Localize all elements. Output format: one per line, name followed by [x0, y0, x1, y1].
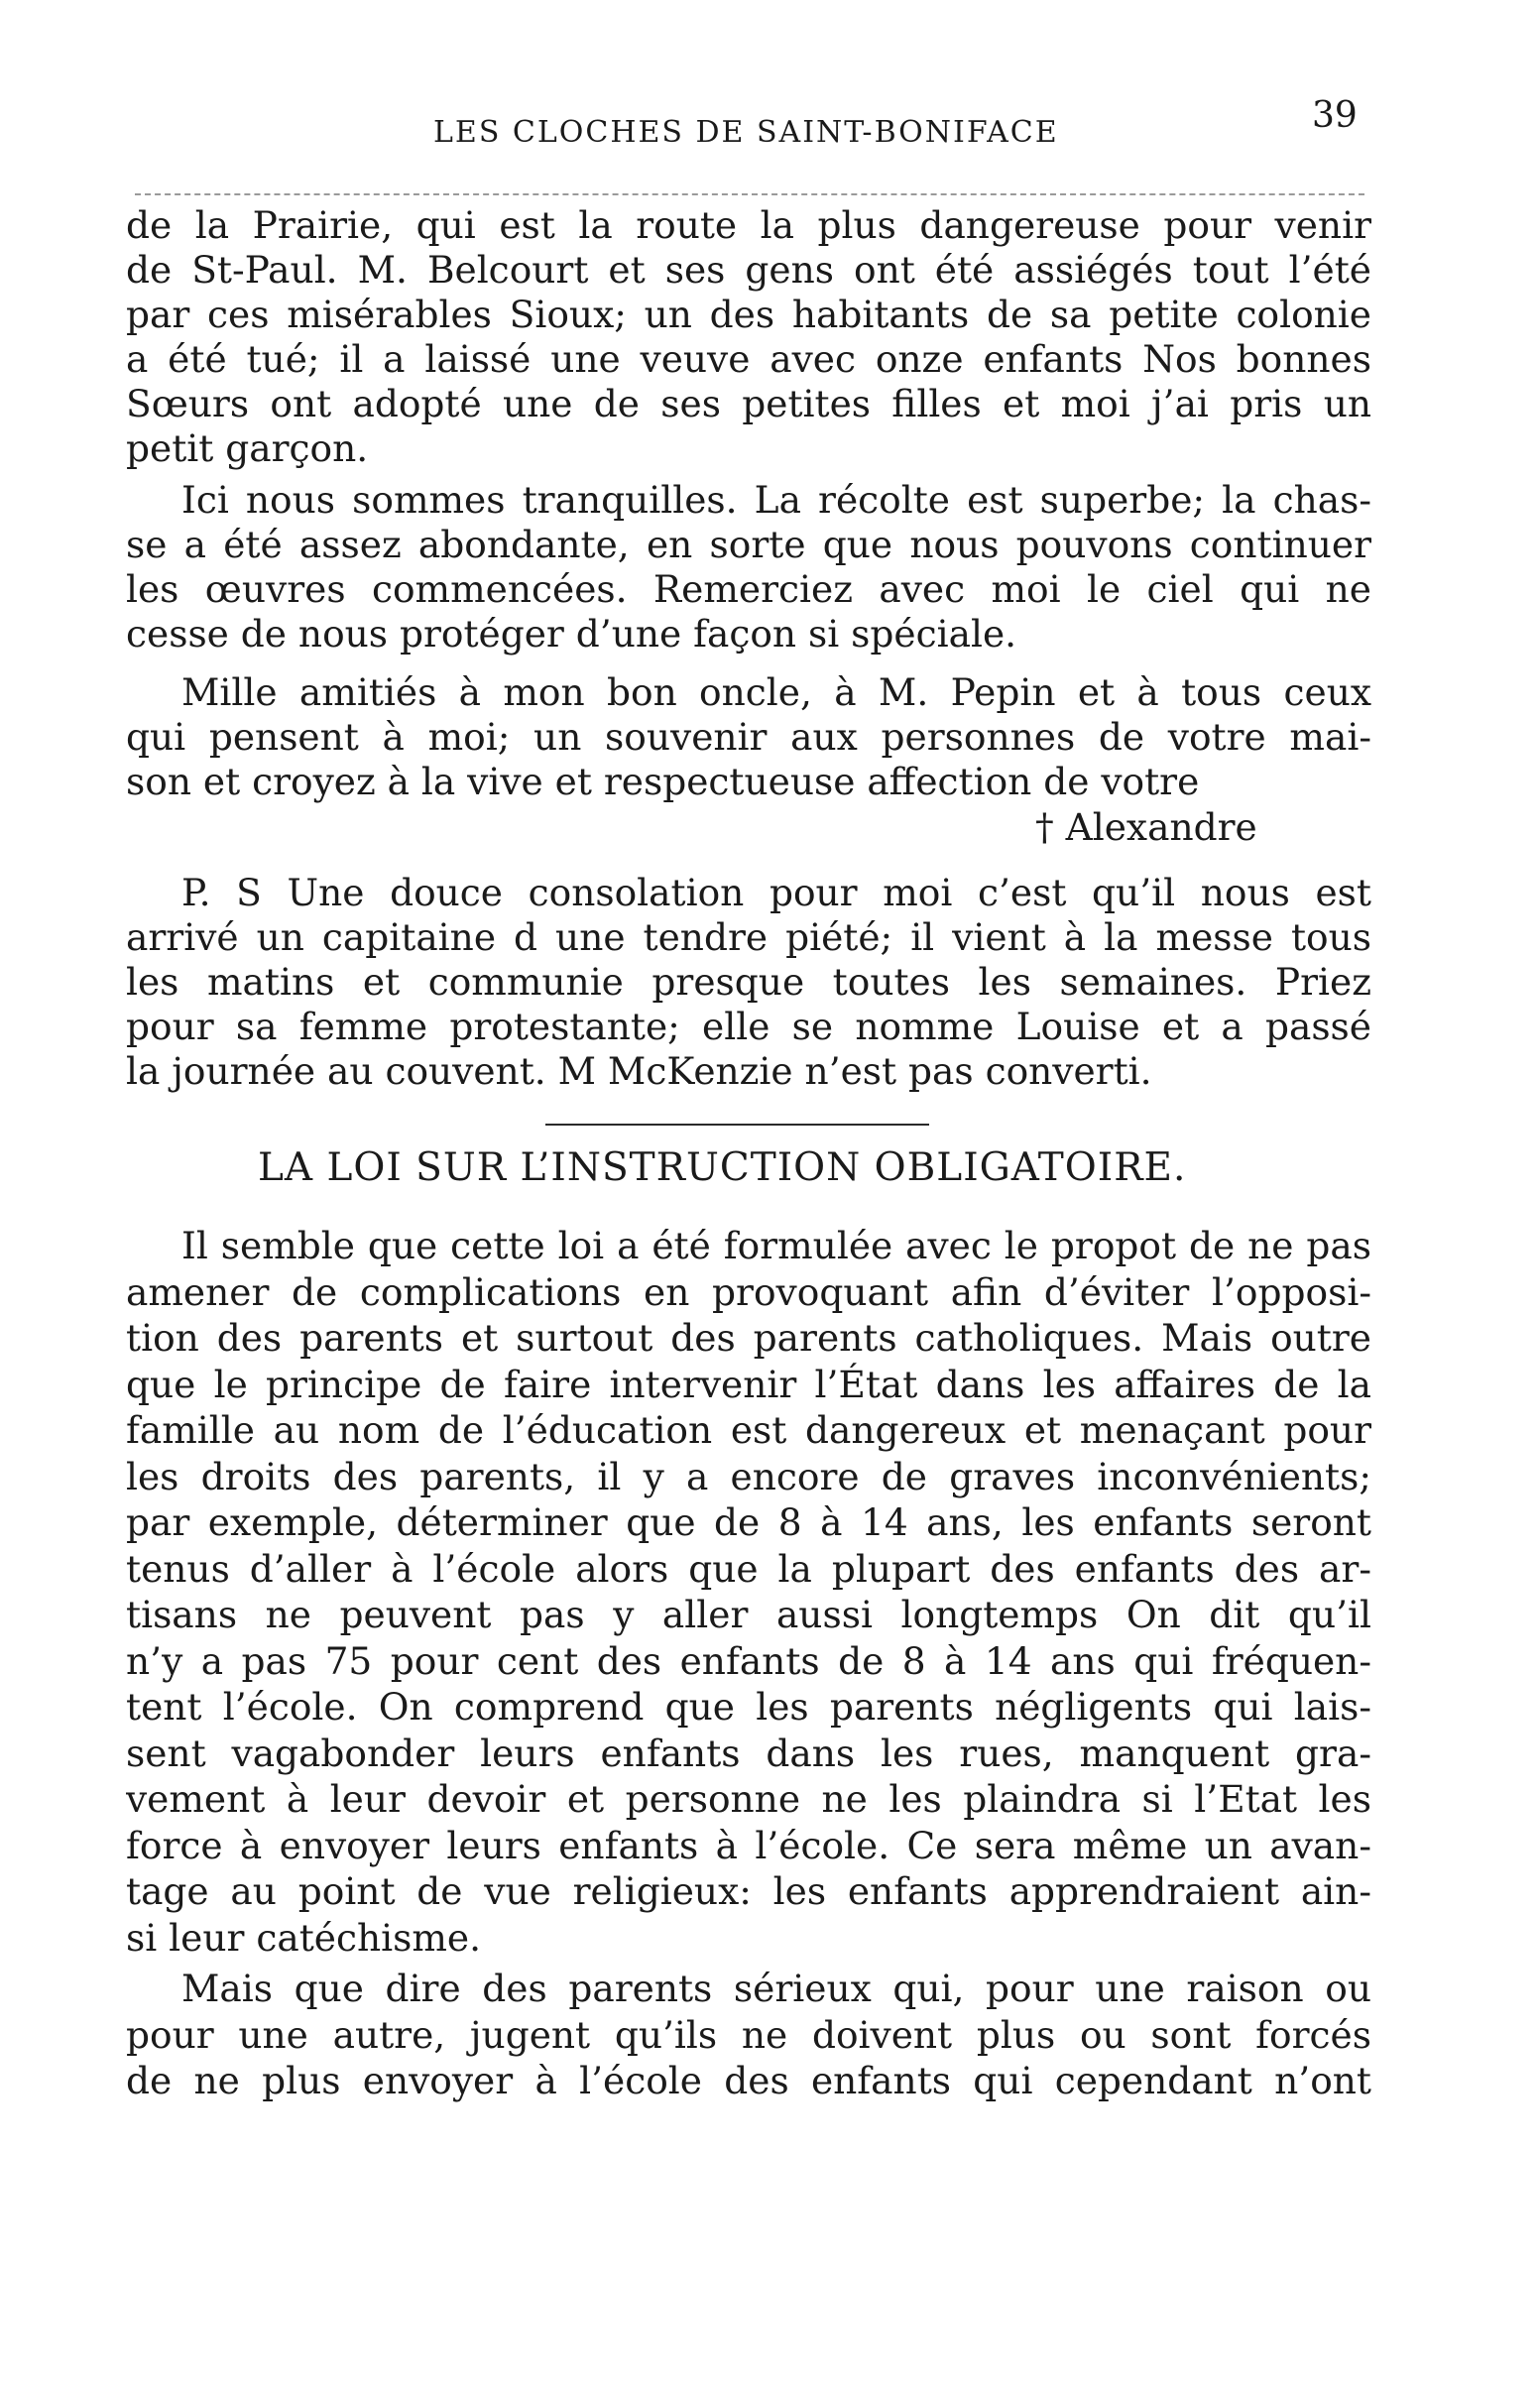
- text-line: Mais que dire des parents sérieux qui, pour une raison ou: [181, 1967, 1371, 2010]
- letter-paragraph-3: [126, 670, 1371, 804]
- text-line: les œuvres commencées. Remerciez avec moi le ciel qui ne: [126, 567, 1371, 611]
- text-line: pour sa femme protestante; elle se nomme Louise et a passé: [126, 1005, 1371, 1048]
- text-line: tent l’école. On comprend que les parents négligents qui lais-: [126, 1685, 1371, 1729]
- text-line: tisans ne peuvent pas y aller aussi longtemps On dit qu’il: [126, 1593, 1371, 1636]
- header-rule: [135, 193, 1364, 195]
- page-number: 39: [1312, 95, 1358, 136]
- text-line: tage au point de vue religieux: les enfants apprendraient ain-: [126, 1869, 1371, 1913]
- section-paragraph-1: [126, 1223, 1371, 1961]
- section-divider: [545, 1124, 929, 1126]
- text-line: les droits des parents, il y a encore de graves inconvénients;: [126, 1454, 1371, 1498]
- text-line: se a été assez abondante, en sorte que nous pouvons continuer: [126, 523, 1371, 566]
- text-line: tenus d’aller à l’école alors que la plupart des enfants des ar-: [126, 1546, 1371, 1591]
- text-line: de ne plus envoyer à l’école des enfants qui cependant n’ont: [126, 2059, 1371, 2102]
- running-title: LES CLOCHES DE SAINT-BONIFACE: [433, 115, 1059, 150]
- text-line: famille au nom de l’éducation est dangereux et menaçant pour: [126, 1408, 1371, 1452]
- text-line: vement à leur devoir et personne ne les plaindra si l’Etat les: [126, 1777, 1371, 1821]
- text-line: par exemple, déterminer que de 8 à 14 ans, les enfants seront: [126, 1500, 1371, 1544]
- text-line: sent vagabonder leurs enfants dans les rues, manquent gra-: [126, 1731, 1371, 1775]
- text-line: arrivé un capitaine d une tendre piété; il vient à la messe tous: [126, 915, 1371, 959]
- text-line: de la Prairie, qui est la route la plus dangereuse pour venir: [126, 203, 1371, 247]
- text-line: que le principe de faire intervenir l’État dans les affaires de la: [126, 1362, 1371, 1406]
- section-title: LA LOI SUR L’INSTRUCTION OBLIGATOIRE.: [258, 1145, 1187, 1190]
- text-line: force à envoyer leurs enfants à l’école. Ce sera même un avan-: [126, 1823, 1371, 1867]
- text-line: si leur catéchisme.: [126, 1915, 482, 1960]
- text-line: n’y a pas 75 pour cent des enfants de 8 à 14 ans qui fréquen-: [126, 1638, 1371, 1683]
- text-line: de St-Paul. M. Belcourt et ses gens ont été assiégés tout l’été: [126, 248, 1371, 292]
- letter-paragraph-1: [126, 203, 1371, 471]
- text-line: Il semble que cette loi a été formulée avec le propot de ne pas: [181, 1224, 1371, 1267]
- text-line: par ces misérables Sioux; un des habitants de sa petite colonie: [126, 293, 1371, 336]
- text-line: cesse de nous protéger d’une façon si spéciale.: [126, 612, 1017, 656]
- signature: † Alexandre: [1035, 805, 1257, 849]
- letter-paragraph-2: [126, 478, 1371, 657]
- text-line: la journée au couvent. M McKenzie n’est pas converti.: [126, 1049, 1152, 1093]
- text-line: Ici nous sommes tranquilles. La récolte est superbe; la chas-: [181, 478, 1371, 522]
- text-line: tion des parents et surtout des parents catholiques. Mais outre: [126, 1316, 1371, 1360]
- postscript: [126, 871, 1371, 1094]
- text-line: a été tué; il a laissé une veuve avec onze enfants Nos bonnes: [126, 337, 1371, 381]
- text-line: Sœurs ont adopté une de ses petites filles et moi j’ai pris un: [126, 382, 1371, 425]
- text-line: pour une autre, jugent qu’ils ne doivent plus ou sont forcés: [126, 2012, 1371, 2057]
- section-paragraph-2: [126, 1966, 1371, 2104]
- text-line: qui pensent à moi; un souvenir aux personnes de votre mai-: [126, 715, 1371, 759]
- text-line: son et croyez à la vive et respectueuse affection de votre: [126, 760, 1200, 803]
- text-line: petit garçon.: [126, 426, 369, 470]
- text-line: amener de complications en provoquant afin d’éviter l’opposi-: [126, 1269, 1371, 1314]
- text-line: les matins et communie presque toutes les semaines. Priez: [126, 960, 1371, 1004]
- text-line: Mille amitiés à mon bon oncle, à M. Pepin et à tous ceux: [181, 670, 1371, 714]
- text-line: P. S Une douce consolation pour moi c’est qu’il nous est: [181, 871, 1371, 914]
